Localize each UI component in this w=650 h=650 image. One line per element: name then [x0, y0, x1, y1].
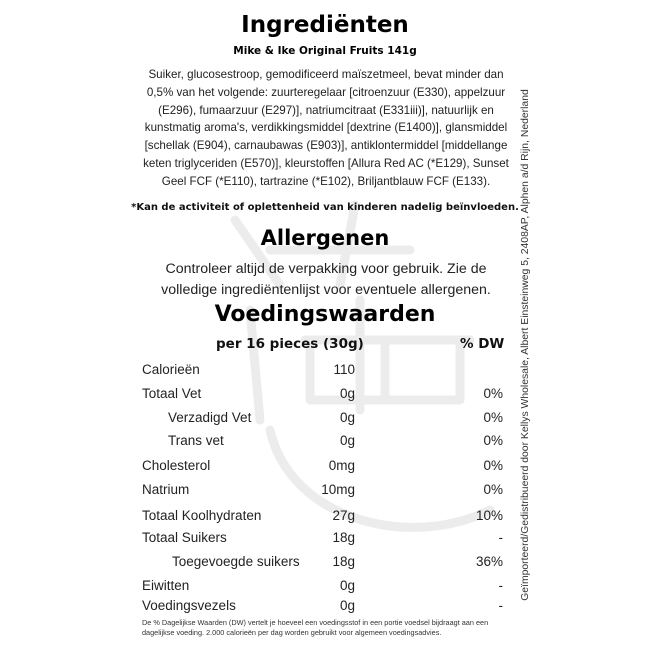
nutrient-amount: 0mg — [328, 458, 355, 473]
nutrient-amount: 18g — [332, 530, 355, 545]
nutrient-amount: 0g — [339, 410, 355, 425]
nutrition-row-total-fat — [0, 386, 650, 408]
nutrient-daily-value: 0% — [483, 458, 503, 473]
ingredients-title: Ingrediënten — [241, 12, 409, 38]
nutrition-row-total-carbohydrates — [0, 508, 650, 530]
nutrient-label: Toegevoegde suikers — [172, 554, 300, 569]
nutrition-row-calories — [0, 362, 650, 384]
nutrition-row-fiber — [0, 598, 650, 620]
nutrient-amount: 0g — [339, 433, 355, 448]
nutrient-daily-value: - — [498, 578, 503, 593]
product-name: Mike & Ike Original Fruits 141g — [233, 45, 417, 57]
nutrient-daily-value: 36% — [475, 554, 503, 569]
nutrient-amount: 18g — [332, 554, 355, 569]
nutrient-amount: 110 — [333, 362, 355, 377]
nutrient-label: Calorieën — [142, 362, 200, 377]
nutrient-amount: 0g — [339, 598, 355, 613]
nutrient-daily-value: 0% — [483, 410, 503, 425]
nutrient-daily-value: - — [498, 530, 503, 545]
nutrient-label: Voedingsvezels — [142, 598, 236, 613]
nutrient-label: Eiwitten — [142, 578, 190, 593]
nutrient-label: Trans vet — [168, 433, 224, 448]
allergens-title: Allergenen — [260, 226, 390, 250]
daily-value-header: % DW — [460, 336, 505, 352]
nutrient-daily-value: - — [498, 598, 503, 613]
nutrient-amount: 10mg — [321, 482, 355, 497]
nutrient-amount: 0g — [339, 386, 355, 401]
nutrient-daily-value: 0% — [483, 386, 503, 401]
nutrient-amount: 27g — [332, 508, 355, 523]
nutrient-label: Cholesterol — [142, 458, 211, 473]
nutrient-daily-value: 0% — [483, 433, 503, 448]
nutrition-row-cholesterol — [0, 458, 650, 480]
nutrient-daily-value: 10% — [475, 508, 503, 523]
allergens-text: Controleer altijd de verpakking voor gebruik. Zie de volledige ingrediëntenlijst voor eventuele allergenen. — [161, 261, 491, 298]
nutrient-amount: 0g — [339, 578, 355, 593]
nutrition-row-protein — [0, 578, 650, 600]
nutrient-label: Natrium — [142, 482, 190, 497]
nutrient-label: Verzadigd Vet — [168, 410, 252, 425]
serving-size-label: per 16 pieces (30g) — [216, 336, 364, 352]
daily-value-footnote: De % Dagelijkse Waarden (DW) vertelt je hoeveel een voedingsstof in een portie voedsel bijdraagt aan een dagelijkse voeding. 2.000 calorieën per dag worden gebruikt voor algemeen voedingsadvies. — [142, 618, 489, 637]
ingredients-text: Suiker, glucosestroop, gemodificeerd maïszetmeel, bevat minder dan 0,5% van het volgende: zuurteregelaar [citroenzuur (E330), appelzuur (E296), fumaarzuur (E297)], natriumcitraat (E331iii)], natuurlijk en kunstmatig aroma's, verdikkingsmiddel [dextrine (E1400)], glansmiddel [schellak (E904), carnaubawas (E903)], antiklontermiddel [middellange keten triglyceriden (E570)], kleurstoffen [Allura Red AC (*E129), Sunset Geel FCF (*E110), tartrazine (*E102), Briljantblauw FCF (E133). — [143, 68, 509, 188]
importer-info: Geïmporteerd/Gedistribueerd door Kellys Wholesale, Albert Einsteinweg 5, 2408AP, Alphen a/d Rijn, Nederland — [520, 89, 531, 601]
nutrition-row-sodium — [0, 482, 650, 504]
nutrition-row-added-sugars — [0, 554, 650, 576]
nutrition-row-saturated-fat — [0, 410, 650, 432]
nutrient-daily-value: 0% — [483, 482, 503, 497]
nutrient-label: Totaal Suikers — [142, 530, 227, 545]
nutrition-row-trans-fat — [0, 433, 650, 455]
nutrient-label: Totaal Vet — [142, 386, 202, 401]
nutrient-label: Totaal Koolhydraten — [142, 508, 262, 523]
ingredients-warning-note: *Kan de activiteit of oplettenheid van kinderen nadelig beïnvloeden. — [131, 202, 519, 213]
nutrition-row-total-sugars — [0, 530, 650, 552]
nutrition-title: Voedingswaarden — [214, 302, 436, 327]
